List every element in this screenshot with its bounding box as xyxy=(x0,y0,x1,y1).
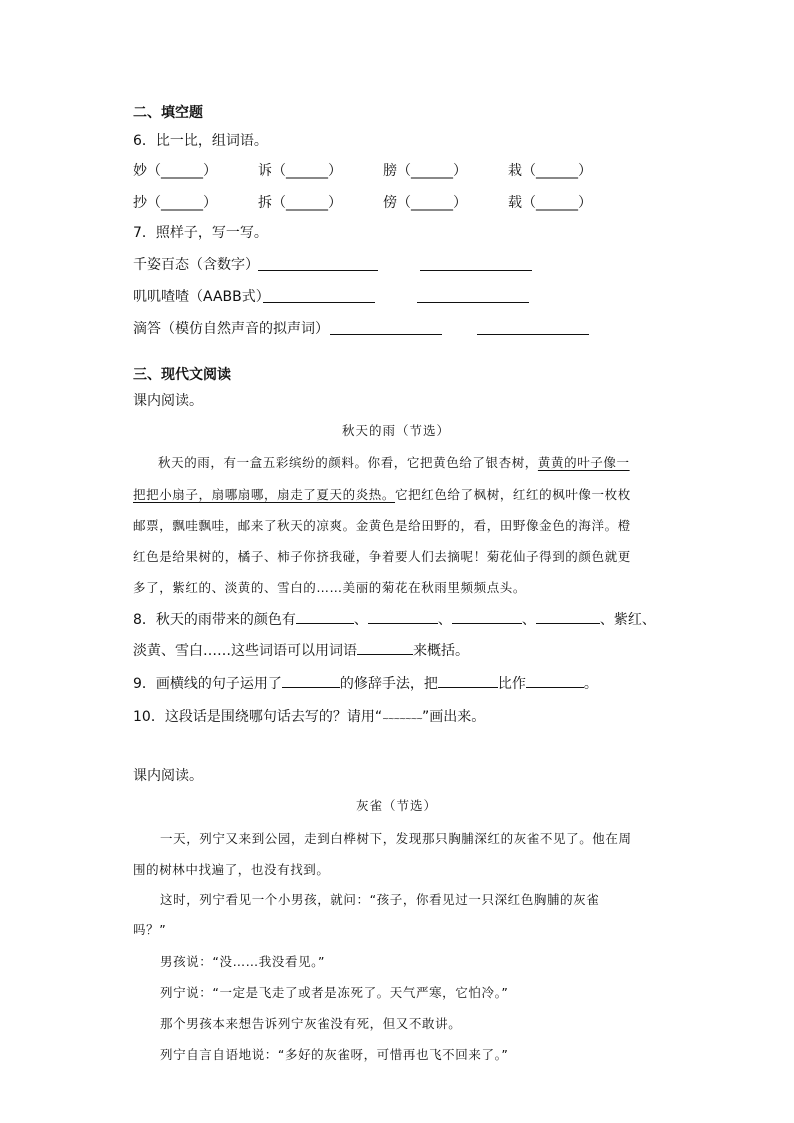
q6-item: 傍（______） xyxy=(383,195,467,211)
q6-item: 栽（______） xyxy=(508,163,592,179)
passage-line: 列宁说：“一定是飞走了或者是冻死了。天气严寒，它怕冷。” xyxy=(160,985,509,1000)
passage-line: 那个男孩本来想告诉列宁灰雀没有死，但又不敢讲。 xyxy=(160,1016,462,1031)
q7-item-2: 叽叽喳喳（AABB式） xyxy=(133,289,270,305)
question-9: 9．画横线的句子运用了 的修辞手法，把 比作 。 xyxy=(133,676,598,692)
answer-blank[interactable] xyxy=(368,611,438,624)
answer-blank[interactable] xyxy=(282,675,340,688)
passage-line: 男孩说：“没……我没看见。” xyxy=(160,954,326,969)
q7-item-1: 千姿百态（含数字） xyxy=(133,257,259,273)
reading-label: 课内阅读。 xyxy=(133,768,203,784)
q6-item: 膀（______） xyxy=(383,163,467,179)
answer-blank[interactable] xyxy=(452,611,522,624)
section-heading-reading: 三、现代文阅读 xyxy=(133,367,231,383)
q6-item: 抄（______） xyxy=(133,195,217,211)
answer-blank[interactable] xyxy=(357,642,413,655)
answer-blank[interactable] xyxy=(438,675,498,688)
answer-line[interactable] xyxy=(263,302,375,303)
q7-item-3: 滴答（模仿自然声音的拟声词） xyxy=(133,321,329,337)
answer-blank[interactable] xyxy=(296,611,354,624)
passage-line: 红色是给果树的，橘子、柿子你挤我碰，争着要人们去摘呢！菊花仙子得到的颜色就更 xyxy=(133,549,631,564)
passage-line: 邮票，飘哇飘哇，邮来了秋天的凉爽。金黄色是给田野的，看，田野像金色的海洋。橙 xyxy=(133,518,631,533)
answer-line[interactable] xyxy=(420,270,532,271)
question-8: 8．秋天的雨带来的颜色有 、 、 、 、紫红、 xyxy=(133,612,656,628)
passage-line: 列宁自言自语地说：“多好的灰雀呀，可惜再也飞不回来了。” xyxy=(160,1047,509,1062)
passage-line: 把把小扇子，扇哪扇哪，扇走了夏天的炎热。它把红色给了枫树，红红的枫叶像一枚枚 xyxy=(133,487,631,502)
passage-line: 多了，紫红的、淡黄的、雪白的……美丽的菊花在秋雨里频频点头。 xyxy=(133,580,527,595)
answer-line[interactable] xyxy=(258,270,378,271)
reading-label: 课内阅读。 xyxy=(133,393,203,409)
passage-line: 一天，列宁又来到公园，走到白桦树下，发现那只胸脯深红的灰雀不见了。他在周 xyxy=(160,831,632,846)
answer-blank[interactable] xyxy=(536,611,600,624)
q6-item: 载（______） xyxy=(508,195,592,211)
passage-line: 秋天的雨，有一盒五彩缤纷的颜料。你看，它把黄色给了银杏树，黄黄的叶子像一 xyxy=(158,455,630,470)
question-6-prompt: 6．比一比，组词语。 xyxy=(133,133,268,149)
underlined-sentence: 把把小扇子，扇哪扇哪，扇走了夏天的炎热。 xyxy=(133,487,396,502)
q6-item: 拆（______） xyxy=(258,195,342,211)
question-10: 10．这段话是围绕哪句话去写的？请用“~~~~~~~”画出来。 xyxy=(133,709,486,725)
answer-line[interactable] xyxy=(417,302,529,303)
question-7-prompt: 7．照样子，写一写。 xyxy=(133,225,268,241)
underlined-sentence: 黄黄的叶子像一 xyxy=(537,455,630,470)
passage-title-autumn-rain: 秋天的雨（节选） xyxy=(342,423,451,438)
q6-item: 妙（______） xyxy=(133,163,217,179)
answer-line[interactable] xyxy=(477,334,589,335)
passage-line: 围的树林中找遍了，也没有找到。 xyxy=(133,862,330,877)
answer-line[interactable] xyxy=(330,334,442,335)
passage-line: 这时，列宁看见一个小男孩，就问：“孩子，你看见过一只深红色胸脯的灰雀 xyxy=(160,892,600,907)
passage-title-grey-sparrow: 灰雀（节选） xyxy=(356,798,438,813)
passage-line: 吗？” xyxy=(133,922,167,937)
section-heading-fill-in: 二、填空题 xyxy=(133,105,203,121)
wavy-line-mark: ~~~~~~~ xyxy=(382,714,422,723)
q6-item: 诉（______） xyxy=(258,163,342,179)
question-8-line-2: 淡黄、雪白……这些词语可以用词语 来概括。 xyxy=(133,643,469,659)
answer-blank[interactable] xyxy=(526,675,584,688)
